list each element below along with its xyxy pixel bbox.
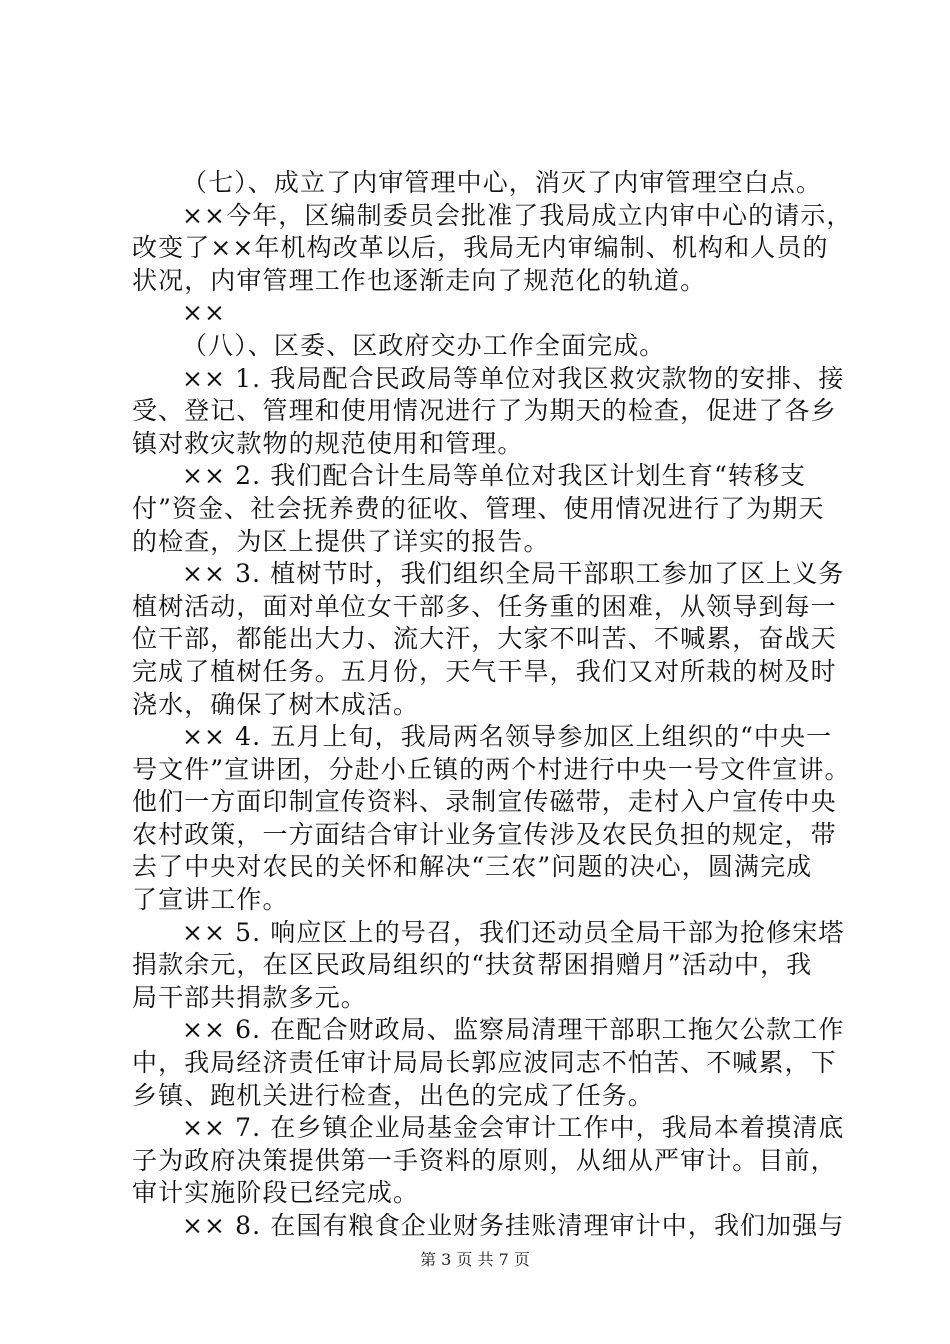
text-line: 乡镇、跑机关进行检查，出色的完成了任务。	[132, 1080, 655, 1110]
text-line: ×× 1. 我局配合民政局等单位对我区救灾款物的安排、接	[182, 363, 845, 393]
text-line: 他们一方面印制宣传资料、录制宣传磁带，走村入户宣传中央	[132, 787, 837, 817]
text-line: 的检查，为区上提供了详实的报告。	[132, 526, 550, 556]
text-line: 审计实施阶段已经完成。	[132, 1178, 420, 1208]
text-line: 改变了××年机构改革以后，我局无内审编制、机构和人员的	[132, 233, 829, 263]
text-line: 位干部，都能出大力、流大汗，大家不叫苦、不喊累，奋战天	[132, 624, 837, 654]
text-line: 中，我局经济责任审计局局长郭应波同志不怕苦、不喊累，下	[132, 1048, 837, 1078]
text-line: ×× 2. 我们配合计生局等单位对我区计划生育“转移支	[182, 461, 807, 491]
text-line: 号文件”宣讲团，分赴小丘镇的两个村进行中央一号文件宣讲。	[132, 754, 851, 784]
text-line: 镇对救灾款物的规范使用和管理。	[132, 428, 524, 458]
text-line: ×× 6. 在配合财政局、监察局清理干部职工拖欠公款工作	[182, 1015, 845, 1045]
text-line: ××	[182, 298, 227, 328]
document-body	[132, 167, 853, 1243]
text-line: 局干部共捐款多元。	[132, 982, 367, 1012]
page-number-footer: 第 3 页 共 7 页	[420, 1250, 530, 1269]
text-line: 农村政策，一方面结合审计业务宣传涉及农民负担的规定，带	[132, 819, 837, 849]
text-line: 受、登记、管理和使用情况进行了为期天的检查，促进了各乡	[132, 396, 837, 426]
text-line: ×× 5. 响应区上的号召，我们还动员全局干部为抢修宋塔	[182, 917, 845, 947]
text-line: （七）、成立了内审管理中心，消灭了内审管理空白点。	[182, 168, 823, 197]
text-line: 去了中央对农民的关怀和解决“三农”问题的决心，圆满完成	[132, 852, 813, 882]
text-line: 状况，内审管理工作也逐渐走向了规范化的轨道。	[132, 265, 707, 295]
text-line: 完成了植树任务。五月份，天气干旱，我们又对所栽的树及时	[132, 656, 837, 686]
text-line: ×× 4. 五月上旬，我局两名领导参加区上组织的“中央一	[182, 722, 833, 752]
text-line: 植树活动，面对单位女干部多、任务重的困难，从领导到每一	[132, 591, 837, 621]
text-line: ×× 3. 植树节时，我们组织全局干部职工参加了区上义务	[182, 559, 845, 589]
text-line: 了宣讲工作。	[132, 885, 289, 915]
text-line: 浇水，确保了树木成活。	[132, 689, 420, 719]
text-line: ××今年，区编制委员会批准了我局成立内审中心的请示，	[182, 200, 853, 230]
text-line: （八）、区委、区政府交办工作全面完成。	[182, 330, 666, 360]
text-line: 付”资金、社会抚养费的征收、管理、使用情况进行了为期天	[132, 493, 825, 523]
text-line: 子为政府决策提供第一手资料的原则，从细从严审计。目前，	[132, 1145, 837, 1175]
text-line: ×× 8. 在国有粮食企业财务挂账清理审计中，我们加强与	[182, 1211, 845, 1240]
text-line: 捐款余元，在区民政局组织的“扶贫帮困捐赠月”活动中，我	[132, 950, 813, 980]
text-line: ×× 7. 在乡镇企业局基金会审计工作中，我局本着摸清底	[182, 1113, 845, 1143]
